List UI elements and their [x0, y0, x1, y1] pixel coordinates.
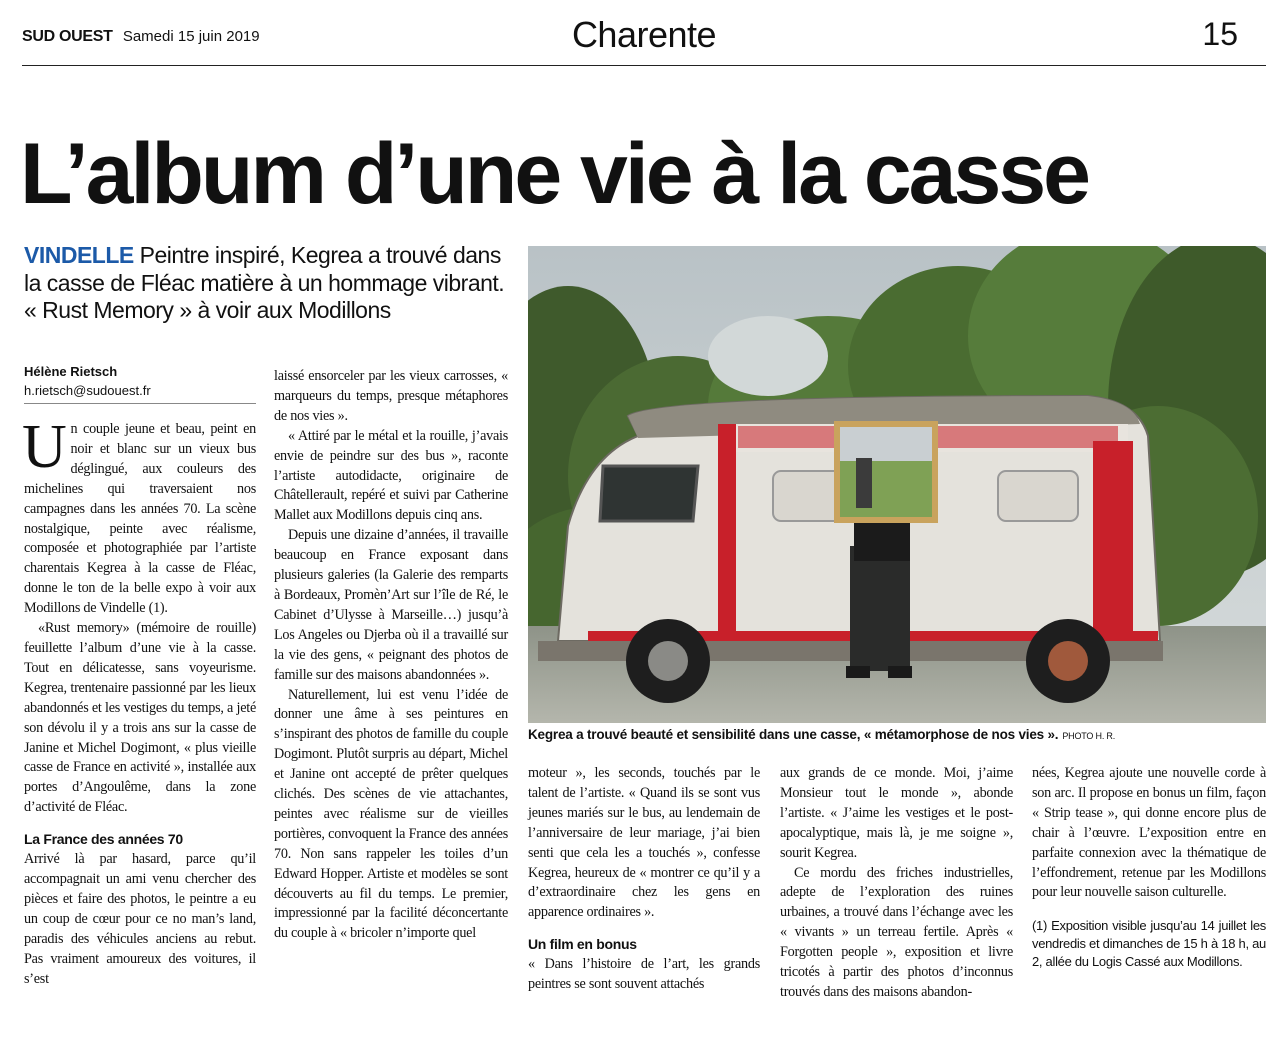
author-email: h.rietsch@sudouest.fr: [24, 383, 151, 398]
paragraph: Naturellement, lui est venu l’idée de donner une âme à ses peintures en s’inspirant des photos de famille du couple Dogimont. Plutôt surpris au départ, Michel et Janine ont accepté de prêter quelques clichés. Des scènes de vie attachantes, peintes avec réalisme sur de vieilles portières, convoquent la France des années 70. Non sans rappeler les toiles d’un Edward Hopper. Artiste et modèles se sont découverts au fil du temps. Le premier, impressionné par la facilité déconcertante du couple à « bricoler n’importe quel: [274, 686, 508, 942]
standfirst: [24, 242, 514, 325]
footnote: (1) Exposition visible jusqu’au 14 juillet les vendredis et dimanches de 15 h à 18 h, au 2, allée du Logis Cassé aux Modillons.: [1032, 918, 1266, 970]
drop-cap: U: [22, 413, 67, 481]
paragraph: Ce mordu des friches industrielles, adepte de l’exploration des ruines urbaines, a trouvé dans l’échange avec les « vivants » un terreau fertile. Après « Forgotten people », exposition et livre tricotés à partir des photos d’inconnus trouvés dans des maisons abandon-: [780, 864, 1013, 1000]
kicker-location: VINDELLE: [24, 242, 134, 268]
standfirst-text: Peintre inspiré, Kegrea a trouvé dans la casse de Fléac matière à un hommage vibrant. « Rust Memory » à voir aux Modillons: [24, 242, 505, 323]
page-number: 15: [1202, 16, 1238, 52]
article-column-5: [1032, 764, 1266, 971]
subheading: Un film en bonus: [528, 936, 637, 953]
paragraph: « Dans l’histoire de l’art, les grands peintres se sont souvent attachés: [528, 956, 760, 993]
paragraph: [22, 413, 256, 619]
van-photo-illustration: [528, 246, 1266, 723]
section-title: Charente: [571, 14, 717, 55]
paragraph: Depuis une dizaine d’années, il travaille beaucoup en France exposant dans plusieurs galeries (la Galerie des remparts à Bordeaux, Promèn’Art sur l’île de Ré, le Cabinet d’Ulysse à Marseille…) jusqu’à Los Angeles ou Djerba où il a travaillé sur la vie des gens, « peignant des photos de famille sur des maisons abandonnées ».: [274, 527, 508, 683]
newspaper-brand: SUD OUEST: [22, 28, 113, 45]
caption-text: Kegrea a trouvé beauté et sensibilité dans une casse, « métamorphose de nos vies ».: [528, 727, 1059, 742]
paragraph-text: n couple jeune et beau, peint en noir et blanc sur un vieux bus déglingué, aux couleurs des michelines qui traversaient nos campagnes dans les années 70. La scène nostalgique, peinte avec réalisme, composée et photographiée par l’artiste charentais Kegrea à la casse de Fléac, donne le ton de la belle expo à voir aux Modillons de Vindelle (1).: [24, 421, 256, 617]
photo-credit: PHOTO H. R.: [1062, 731, 1116, 741]
article-column-2: [274, 367, 508, 944]
paragraph: laissé ensorceler par les vieux carrosses, « marqueurs du temps, presque métaphores de nos vies ».: [274, 368, 508, 424]
author-name: Hélène Rietsch: [24, 364, 118, 379]
paragraph: aux grands de ce monde. Moi, j’aime Monsieur tout le monde », abonde l’artiste. « J’aime les vestiges et le post-apocalyptique, mais là, je me soigne », sourit Kegrea.: [780, 765, 1013, 861]
byline: [24, 362, 256, 404]
paragraph: nées, Kegrea ajoute une nouvelle corde à son arc. Il propose en bonus un film, façon « Strip tease », qui donne encore plus de chair à l’œuvre. L’exposition entre en parfaite connexion avec la thématique de l’effondrement, retenue par les Modillons pour leur nouvelle saison culturelle.: [1032, 765, 1266, 901]
article-column-4: [780, 764, 1013, 1003]
masthead: [22, 14, 1266, 66]
paragraph: « Attiré par le métal et la rouille, j’avais envie de peindre sur des bus », raconte l’artiste autodidacte, originaire de Châtellerault, repéré et suivi par Catherine Mallet aux Modillons depuis cinq ans.: [274, 427, 508, 524]
article-column-3: [528, 764, 760, 995]
issue-date: Samedi 15 juin 2019: [122, 28, 260, 45]
paragraph: Arrivé là par hasard, parce qu’il accompagnait un ami venu chercher des pièces et faire des photos, le peintre a eu un coup de cœur pour ce no man’s land, paradis des véhicules anciens au rebut. Pas vraiment amoureux des voitures, il s’est: [24, 851, 256, 987]
article-photo: [528, 246, 1266, 723]
paragraph: moteur », les seconds, touchés par le talent de l’artiste. « Quand ils se sont vus jeunes mariés sur le bus, au lendemain de l’anniversaire de leur mariage, j’ai bien senti que cela les a touchés », confesse Kegrea, heureux de « montrer ce qu’il y a d’extraordinaire chez les gens en apparence ordinaires ».: [528, 765, 760, 921]
article-headline: L’album d’une vie à la casse: [20, 126, 1088, 222]
article-column-1: [22, 413, 256, 989]
photo-caption: [528, 727, 1266, 742]
paragraph: «Rust memory» (mémoire de rouille) feuillette l’album d’une vie à la casse. Tout en délicatesse, sans voyeurisme. Kegrea, trentenaire passionné par les lieux abandonnés et les vestiges du temps, a jeté son dévolu il y a trois ans sur la casse de Janine et Michel Dogimont, « plus vieille casse de France en activité », installée aux portes d’Angoulême, dans la zone d’activité de Fléac.: [24, 620, 256, 816]
subheading: La France des années 70: [24, 831, 183, 848]
